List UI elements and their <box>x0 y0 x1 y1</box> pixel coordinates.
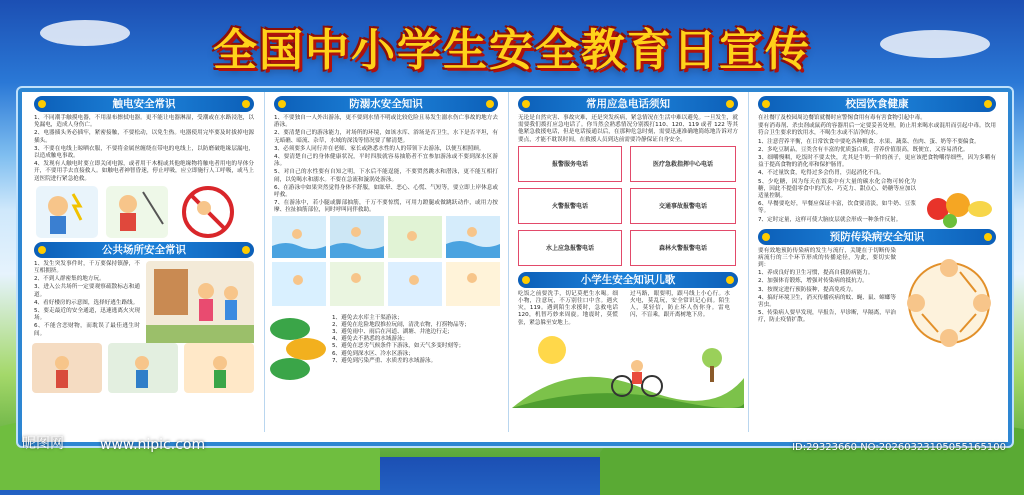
water-badges <box>268 315 330 381</box>
phone-cell-police: 报警服务电话 <box>518 146 622 182</box>
column-water <box>268 96 504 434</box>
paragraph: 3、细嚼慢咽，吃饭时不要太快，尤其是牛奶一阶的孩子，更应该把食物嚼得细些，因为多嚼有益于提高食物的消化率和保护肠胃。 <box>758 155 996 169</box>
column-emergency-song <box>512 96 744 434</box>
watermark-url: www.nipic.com <box>100 437 206 453</box>
section-header-water: 防溺水安全知识 <box>274 96 498 112</box>
column-separator <box>748 92 749 432</box>
rule-item: 3、避免雨中、雨后在河道、湖塘、井池边行走； <box>332 329 454 336</box>
paragraph: 2、电器插头务必插牢，紧密接触，不要松动，以免生热。电器使用完毕要及时拔掉电源插头。 <box>34 130 254 144</box>
section-header-song: 小学生安全知识儿歌 <box>518 272 738 288</box>
paragraph: 5、对自己的水性要有自知之明，下水后不能逞能，不要贸然跳水和潜泳，更不能互相打闹，以免喝水和溺水。不要在急流和漩涡处游泳。 <box>274 169 498 183</box>
public-safety-scene <box>32 343 256 393</box>
food-illustration <box>922 179 996 229</box>
paragraph: 无论是自然灾害、事故灾难，还是突发疾病，紧急情况在生活中难以避免。一旦发生，就需要我们拨打应急电话了。你当然会熟悉情况分别拨打110、120、119 或者 122 等其他紧急救援电话，但是电话接通以后，在那种危急时刻，需要迅速准确地简练地告诉对方要点，才能不耽误时间，在救援人员到达前需要冷静保证自身安全。 <box>518 115 738 143</box>
public-text <box>28 261 146 343</box>
phone-cell-medical: 医疗急救指挥中心电话 <box>630 146 736 182</box>
paragraph: 2、多吃豆制品，豆类含有丰富的优质蛋白质，营养价值很高，既便宜，又容易消化。 <box>758 146 969 153</box>
watermark-logo: 昵图网 <box>22 436 64 452</box>
paragraph: 2、要清楚自己的游泳能力，对场所的环境，如该水库、浴场是否卫生，水下是否平坦，有无暗礁、暗流、杂草，水域的深浅等情况要了解清楚。 <box>274 130 498 144</box>
section-header-food: 校园饮食健康 <box>758 96 996 112</box>
phone-cell-forest: 森林火警报警电话 <box>630 230 736 266</box>
rule-item: 4、避免去不熟悉的水域游泳； <box>332 336 409 343</box>
paragraph: 5、要走最近的安全通道，迅速逃离火灾现场。 <box>34 308 140 322</box>
song-left: 吃饭之前要洗手，切记莫把生水喝。细小物，注意玩，不万别往口中含。遇火灾，119。遇到陌生求援时，急救电话120，机智巧妙来周旋。地震时，莫慌张，紧急躲至安地上。 <box>518 290 618 326</box>
paragraph: 1、注意营养平衡，在日常饮食中要吃各种粮食、水果、蔬菜、鱼肉、蛋、奶等不要偏食。 <box>758 138 980 145</box>
paragraph: 2、加强体育锻炼，增强对传染病的抵抗力。 <box>758 278 868 285</box>
water-rules-block <box>268 315 504 381</box>
paragraph: 4、看好楼房的示意图，选择好逃生路线。 <box>34 299 139 306</box>
electric-illustrations <box>28 184 260 242</box>
song-text <box>512 291 744 328</box>
watermark-id: ID:29323660 NO:20260323105055165100 <box>792 442 1006 453</box>
rule-item: 7、避免到污染严重、水质差的水域游泳。 <box>332 357 437 364</box>
phone-cell-fire: 火警报警电话 <box>518 188 622 224</box>
section-header-public: 公共场所安全常识 <box>34 242 254 258</box>
paragraph: 1、养成良好的卫生习惯，提高自我防病能力。 <box>758 270 874 277</box>
column-electric-public <box>28 96 260 434</box>
column-separator <box>508 92 509 432</box>
electric-safety-illustration <box>28 184 260 242</box>
paragraph: 3、进入公共场所一定要观察疏散标志和通道。 <box>34 284 140 298</box>
paragraph: 6、不能含恋财物，而耽误了最佳逃生时间。 <box>34 323 140 337</box>
paragraph: 1、发生突发事件时，千万要保持镇静，不互相拥挤。 <box>34 260 140 275</box>
paragraph: 5、少吃糖，因为每天在饭菜中有大量的碳水化合物可转化为糖，因此不提倡零食中的汽水、巧克力、甜点心、奶糖等应加以适量控制。 <box>758 178 916 200</box>
paragraph: 4、不过量饮食，吃得过多会伤胃，引起消化不良。 <box>758 170 885 177</box>
water-rules <box>330 315 504 381</box>
paragraph: 要有效地预防传染病的发生与流行，关键在于切断传染病流行的三个环节形成的传播途径，为此，要切实做到： <box>758 247 896 269</box>
paragraph: 3、不要在电线上晾晒衣服，不要将金属丝缠绕在带电的电线上，以防磨破绝缘层漏电，以造成触电事故。 <box>34 145 254 160</box>
paragraph: 4、要清楚自己的身体健康状况，平时四肢就容易抽筋者不宜参加游泳或不要到深水区游泳。 <box>274 154 498 168</box>
section-header-electric: 触电安全常识 <box>34 96 254 112</box>
disease-block <box>752 248 1002 358</box>
public-safety-illustration <box>146 261 254 343</box>
section-header-emergency: 常用应急电话须知 <box>518 96 738 112</box>
column-separator <box>264 92 265 432</box>
phone-cell-water: 水上应急报警电话 <box>518 230 622 266</box>
disease-illustration <box>902 248 996 358</box>
rule-item: 6、避免到深水区、冷水区游泳； <box>332 350 414 357</box>
page-title: 全国中小学生安全教育日宣传 <box>213 25 811 76</box>
song-illustration <box>512 328 744 408</box>
section-header-disease: 预防传染病安全知识 <box>758 229 996 245</box>
food-text <box>752 179 922 229</box>
paragraph: 3、按规定进行预防接种，提高免疫力。 <box>758 286 857 293</box>
paragraph: 4、搞好环境卫生，消灭传播疾病的蚊、蝇、鼠、蟑螂等害虫。 <box>758 294 896 309</box>
paragraph: 1、不要独自一人外出游泳，更不要到水情不明或比较危险且易发生溺水伤亡事故的地方去游泳。 <box>274 115 498 129</box>
paragraph: 1、不同潮手触摸电器，不用湿布擦拭电器。更不能让电器淋湿，受潮或在水路浸泡，以免漏电，造成人身伤亡。 <box>34 115 254 129</box>
paragraph: 5、传染病人要早发现，早报告，早诊断，早隔离，早治疗，防止疫情扩散。 <box>758 310 896 324</box>
paragraph: 7、在游泳中，若小腿或脚部抽筋，千万不要惊慌，可用力蹬腿或做跳跃动作，或用力按摩、拉扯抽筋部位，同时呼叫同伴救助。 <box>274 200 498 214</box>
food-block <box>752 179 1002 229</box>
water-safety-illustration-grid <box>272 216 500 308</box>
paragraph: 7、定时定量，这样可使大脑皮层就会形成一种条件反射。 <box>758 216 902 223</box>
rule-item: 2、避免在危险地段推拉玩闹，清洗衣物，打捞物品等； <box>332 321 470 328</box>
rule-item: 5、避免在恶劣气候条件下游泳，如天气多变时刻等； <box>332 343 465 350</box>
info-board <box>18 88 1012 446</box>
disease-text <box>752 248 902 358</box>
paragraph: 6、在游泳中如果突然觉得身体不舒服，如眩晕、恶心、心慌、气短等，要立即上岸休息或呼救。 <box>274 184 498 199</box>
paragraph: 3、必须要多人同行并在老师、家长或熟悉水性的人的带领下去游泳，以便互相照顾。 <box>274 145 485 152</box>
column-food-disease <box>752 96 1002 434</box>
paragraph: 要有消毒剂、杀虫剂或鼠药的容器用后一定要妥善处理，防止用来喝水或混用而引起中毒。饮用符合卫生要求的饮用水，不喝生水或不洁净的水。 <box>758 123 996 137</box>
rule-item: 1、避免去水库主干渠游泳； <box>332 314 403 321</box>
paragraph: 4、发现有人触电时要立即关闭电源，或者用干木棍或其他绝缘物将触电者用电的导体分开，不要用手去直接救人。如触电者神智昏迷，停止呼吸，应立即施行人工呼吸，或马上送医院进行紧急抢救。 <box>34 161 254 182</box>
emergency-phone-grid <box>518 146 738 268</box>
public-content <box>28 261 260 343</box>
paragraph: 在社餐厅及校园周边餐馆就餐时应警惕食用有毒有害食物引起中毒。 <box>758 115 926 121</box>
paragraph: 2、不到人群密集的地方玩。 <box>34 276 105 283</box>
phone-cell-traffic: 交通事故报警电话 <box>630 188 736 224</box>
paragraph: 6、早餐要吃好，早餐应保证丰富，饮食要清淡，如牛奶、豆浆等。 <box>758 201 916 215</box>
song-right: 过马路，眼要明，跟马线上小心行。水火电，莫乱玩，安全常识记心间。陌生人，莫轻信，防止坏人伤你身。雷电闪，不盲乘，跟开离树地下房。 <box>630 290 730 319</box>
